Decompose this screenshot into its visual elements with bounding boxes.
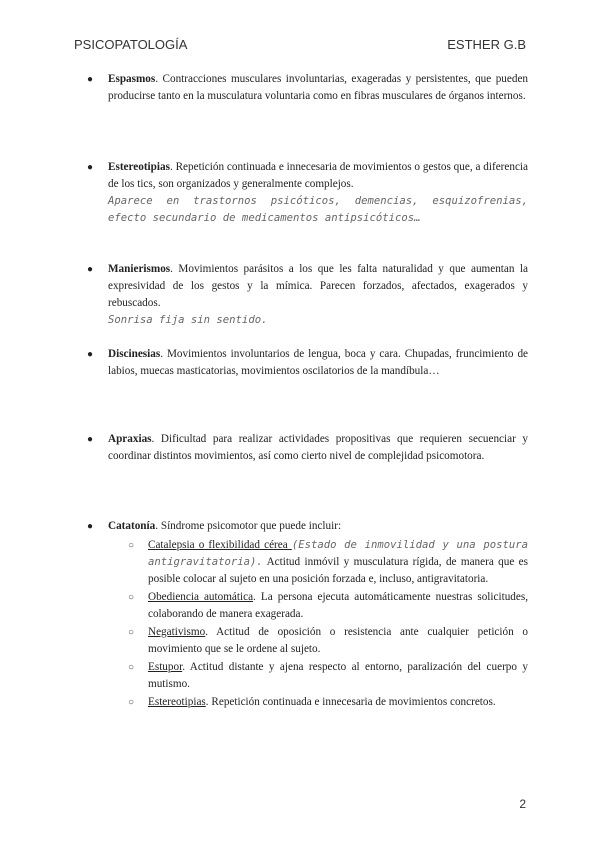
subitem-example: (Estado de inmovilidad y una postura antigravitatoria). — [148, 539, 528, 568]
item-term: Espasmos — [108, 73, 156, 85]
bullet-icon: ● — [87, 74, 94, 85]
sublist-item-catalepsia — [128, 537, 528, 588]
sublist-item-estereotipias — [128, 694, 528, 711]
subitem-term: Obediencia automática — [148, 591, 254, 603]
subitem-term: Negativismo — [148, 626, 206, 638]
item-term: Discinesias — [108, 348, 161, 360]
item-text: . Movimientos parásitos a los que les falta naturalidad y que aumentan la expresividad de los gestos y la mímica. Parecen forzados, afectados, exagerados y rebuscados. — [108, 263, 528, 309]
bullet-icon: ● — [87, 162, 94, 173]
circle-bullet-icon: ○ — [128, 540, 135, 551]
bullet-icon: ● — [87, 434, 94, 445]
circle-bullet-icon: ○ — [128, 697, 135, 708]
item-example: Sonrisa fija sin sentido. — [108, 314, 268, 326]
item-term: Manierismos — [108, 263, 171, 275]
list-item-discinesias — [88, 346, 528, 380]
subitem-text: . Actitud distante y ajena respecto al entorno, paralización del cuerpo y mutismo. — [148, 661, 528, 690]
circle-bullet-icon: ○ — [128, 627, 135, 638]
header-subject: PSICOPATOLOGÍA — [74, 37, 188, 52]
item-term: Estereotipias — [108, 161, 170, 173]
list-item-estereotipias — [88, 159, 528, 227]
bullet-icon: ● — [87, 264, 94, 275]
item-text: . Contracciones musculares involuntarias, exageradas y persistentes, que pueden producirse tanto en la musculatura voluntaria como en fibras musculares de órganos internos. — [108, 73, 528, 102]
page-number: 2 — [519, 797, 526, 811]
bullet-icon: ● — [87, 349, 94, 360]
list-item-espasmos — [88, 71, 528, 105]
subitem-term: Estereotipias — [148, 696, 206, 708]
subitem-text: . Repetición continuada e innecesaria de movimientos concretos. — [205, 696, 496, 708]
item-text: . Repetición continuada e innecesaria de movimientos o gestos que, a diferencia de los tics, son organizados y generalmente complejos. — [108, 161, 528, 190]
subitem-text: . Actitud de oposición o resistencia ante cualquier petición o movimiento que se le ordene al sujeto. — [148, 626, 528, 655]
item-text: . Síndrome psicomotor que puede incluir: — [155, 520, 342, 532]
sublist-item-obediencia — [128, 589, 528, 623]
subitem-text: Actitud inmóvil y musculatura rígida, de manera que es posible colocar al sujeto en una posición forzada e, incluso, antigravitatoria. — [148, 556, 528, 585]
item-term: Catatonía — [108, 520, 156, 532]
subitem-text: . La persona ejecuta automáticamente nuestras solicitudes, colaborando de manera exagerada. — [148, 591, 529, 620]
item-term: Apraxias — [108, 433, 152, 445]
circle-bullet-icon: ○ — [128, 592, 135, 603]
header-author: ESTHER G.B — [447, 37, 526, 52]
sublist-item-negativismo — [128, 624, 528, 658]
sublist-item-estupor — [128, 659, 528, 693]
item-text: . Dificultad para realizar actividades propositivas que requieren secuenciar y coordinar distintos movimientos, así como cierto nivel de complejidad psicomotora. — [108, 433, 528, 462]
subitem-term: Estupor — [148, 661, 183, 673]
catatonia-sublist — [128, 537, 528, 711]
list-item-manierismos — [88, 261, 528, 329]
item-text: . Movimientos involuntarios de lengua, boca y cara. Chupadas, fruncimiento de labios, muecas masticatorias, movimientos oscilatorios de la mandíbula… — [108, 348, 528, 377]
item-example: Aparece en trastornos psicóticos, demencias, esquizofrenias, efecto secundario de medicamentos antipsicóticos… — [108, 195, 528, 224]
list-item-apraxias — [88, 431, 528, 465]
subitem-term: Catalepsia o flexibilidad cérea — [148, 539, 292, 551]
bullet-icon: ● — [87, 521, 94, 532]
page-header — [74, 37, 526, 55]
circle-bullet-icon: ○ — [128, 662, 135, 673]
list-item-catatonia — [88, 518, 528, 712]
